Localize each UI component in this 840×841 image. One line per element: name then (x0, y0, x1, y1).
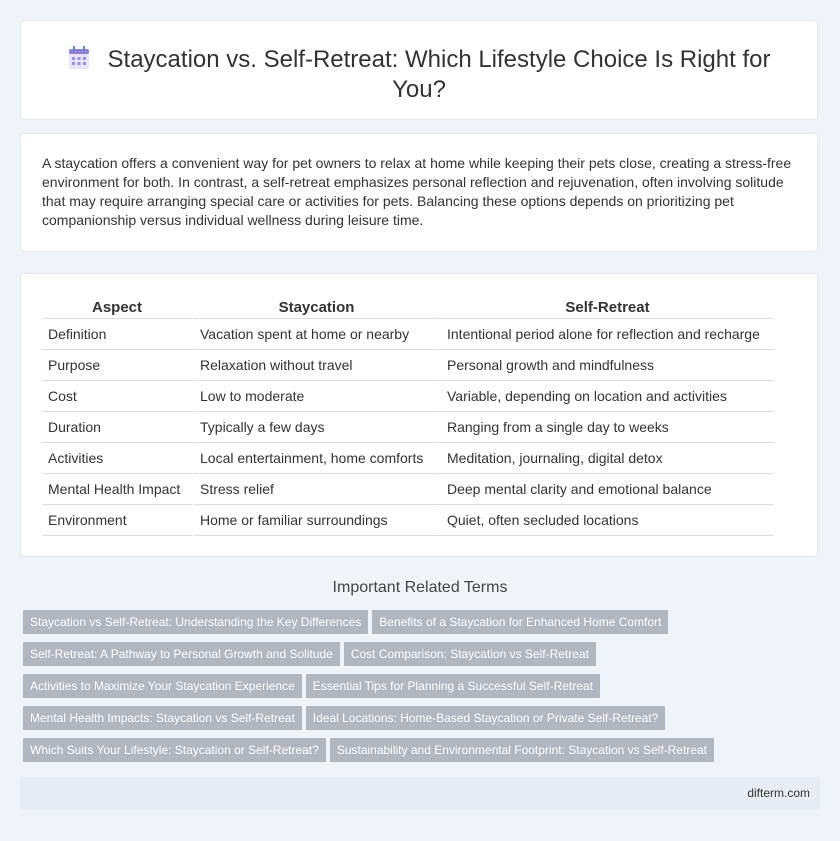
cell-staycation: Stress relief (192, 474, 439, 505)
related-term-tag[interactable]: Self-Retreat: A Pathway to Personal Growth and Solitude (23, 642, 340, 666)
table-row (42, 412, 774, 443)
table-row (42, 505, 774, 536)
cell-self-retreat: Intentional period alone for reflection and recharge (439, 319, 774, 350)
cell-self-retreat: Quiet, often secluded locations (439, 505, 774, 536)
cell-staycation: Typically a few days (192, 412, 439, 443)
cell-self-retreat: Personal growth and mindfulness (439, 350, 774, 381)
related-term-tag[interactable]: Ideal Locations: Home-Based Staycation or Private Self-Retreat? (306, 706, 666, 730)
header-staycation: Staycation (192, 296, 439, 319)
intro-paragraph: A staycation offers a convenient way for pet owners to relax at home while keeping their pets close, creating a stress-free environment for both. In contrast, a self-retreat emphasizes personal reflection and rejuvenation, often involving solitude that may require arranging special care or activities for pets. Balancing these options depends on prioritizing pet companionship versus individual wellness during leisure time. (42, 155, 792, 228)
intro-card (20, 133, 818, 252)
table-row (42, 350, 774, 381)
cell-self-retreat: Ranging from a single day to weeks (439, 412, 774, 443)
related-term-tag[interactable]: Mental Health Impacts: Staycation vs Self-Retreat (23, 706, 302, 730)
footer (20, 777, 820, 810)
table-header-row (42, 296, 774, 319)
cell-self-retreat: Variable, depending on location and activities (439, 381, 774, 412)
cell-staycation: Local entertainment, home comforts (192, 443, 439, 474)
related-term-tag[interactable]: Benefits of a Staycation for Enhanced Home Comfort (372, 610, 668, 634)
page-title: Staycation vs. Self-Retreat: Which Lifestyle Choice Is Right for You? (107, 46, 771, 103)
footer-site-link[interactable]: difterm.com (747, 786, 810, 800)
table-row (42, 381, 774, 412)
cell-self-retreat: Meditation, journaling, digital detox (439, 443, 774, 474)
table-row (42, 319, 774, 350)
cell-aspect: Definition (42, 319, 192, 350)
cell-aspect: Cost (42, 381, 192, 412)
cell-aspect: Activities (42, 443, 192, 474)
header-self-retreat: Self-Retreat (439, 296, 774, 319)
table-row (42, 474, 774, 505)
title-card (20, 20, 818, 120)
calendar-icon (68, 46, 90, 70)
cell-aspect: Mental Health Impact (42, 474, 192, 505)
comparison-table (42, 296, 774, 536)
cell-aspect: Purpose (42, 350, 192, 381)
cell-staycation: Home or familiar surroundings (192, 505, 439, 536)
related-term-tag[interactable]: Staycation vs Self-Retreat: Understanding the Key Differences (23, 610, 368, 634)
cell-staycation: Relaxation without travel (192, 350, 439, 381)
related-term-tag[interactable]: Essential Tips for Planning a Successful Self-Retreat (306, 674, 600, 698)
cell-aspect: Environment (42, 505, 192, 536)
related-terms-heading: Important Related Terms (332, 579, 508, 596)
cell-staycation: Low to moderate (192, 381, 439, 412)
cell-self-retreat: Deep mental clarity and emotional balance (439, 474, 774, 505)
cell-staycation: Vacation spent at home or nearby (192, 319, 439, 350)
comparison-card (20, 273, 818, 557)
related-terms-list (23, 610, 823, 770)
cell-aspect: Duration (42, 412, 192, 443)
table-row (42, 443, 774, 474)
related-term-tag[interactable]: Cost Comparison: Staycation vs Self-Retreat (344, 642, 596, 666)
related-term-tag[interactable]: Activities to Maximize Your Staycation Experience (23, 674, 302, 698)
related-term-tag[interactable]: Which Suits Your Lifestyle: Staycation or Self-Retreat? (23, 738, 326, 762)
related-term-tag[interactable]: Sustainability and Environmental Footprint: Staycation vs Self-Retreat (330, 738, 714, 762)
header-aspect: Aspect (42, 296, 192, 319)
